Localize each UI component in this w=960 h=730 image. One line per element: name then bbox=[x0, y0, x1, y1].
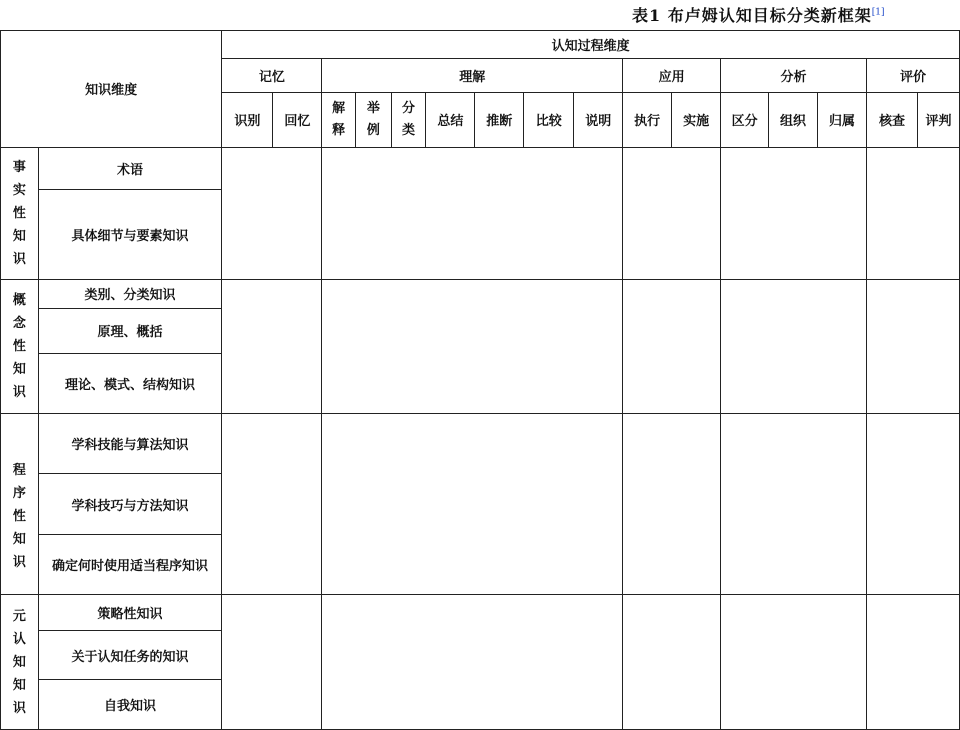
sub-compare bbox=[524, 93, 574, 147]
bloom-taxonomy-table bbox=[0, 30, 960, 730]
grid-cell bbox=[721, 414, 867, 595]
sub-label: 区分 bbox=[731, 114, 758, 130]
grid-cell bbox=[721, 147, 867, 280]
knowledge-subtype bbox=[38, 280, 222, 308]
grid-cell bbox=[222, 147, 322, 280]
sub-implement bbox=[672, 93, 721, 147]
subtype-label: 具体细节与要素知识 bbox=[71, 229, 189, 245]
sub-label: 回忆 bbox=[284, 114, 311, 130]
category-label: 分析 bbox=[780, 70, 807, 86]
grid-cell bbox=[623, 147, 721, 280]
knowledge-type-label: 事实性知识 bbox=[12, 160, 26, 268]
sub-interpret bbox=[322, 93, 356, 147]
grid-cell bbox=[866, 147, 959, 280]
knowledge-type-factual bbox=[1, 147, 39, 280]
process-dimension-header bbox=[222, 31, 960, 59]
sub-label: 核查 bbox=[878, 114, 905, 130]
grid-cell bbox=[721, 595, 867, 730]
knowledge-subtype bbox=[38, 189, 222, 280]
knowledge-type-procedural bbox=[1, 414, 39, 595]
grid-cell bbox=[322, 595, 623, 730]
knowledge-subtype bbox=[38, 534, 222, 594]
sub-organize bbox=[769, 93, 818, 147]
sub-classify bbox=[391, 93, 426, 147]
sub-exemplify bbox=[355, 93, 391, 147]
category-analyze bbox=[721, 59, 867, 93]
knowledge-type-label: 程序性知识 bbox=[12, 462, 26, 570]
category-apply bbox=[623, 59, 721, 93]
subtype-label: 术语 bbox=[117, 162, 144, 178]
knowledge-subtype bbox=[38, 595, 222, 631]
subtype-label: 自我知识 bbox=[104, 698, 157, 714]
sub-label: 总结 bbox=[437, 114, 464, 130]
sub-label: 举例 bbox=[366, 100, 380, 138]
knowledge-subtype bbox=[38, 679, 222, 729]
sub-label: 执行 bbox=[634, 114, 661, 130]
knowledge-type-metacognitive bbox=[1, 595, 39, 730]
category-label: 应用 bbox=[658, 70, 685, 86]
knowledge-subtype bbox=[38, 147, 222, 189]
grid-cell bbox=[623, 280, 721, 414]
category-label: 记忆 bbox=[258, 70, 285, 86]
knowledge-subtype bbox=[38, 308, 222, 353]
citation-link[interactable]: [1] bbox=[871, 7, 885, 18]
sub-label: 识别 bbox=[234, 114, 261, 130]
sub-execute bbox=[623, 93, 672, 147]
category-label: 理解 bbox=[459, 70, 486, 86]
sub-recall bbox=[273, 93, 322, 147]
knowledge-subtype bbox=[38, 474, 222, 534]
category-understand bbox=[322, 59, 623, 93]
sub-label: 组织 bbox=[780, 114, 807, 130]
subtype-label: 关于认知任务的知识 bbox=[71, 649, 189, 665]
subtype-label: 学科技巧与方法知识 bbox=[71, 498, 189, 514]
knowledge-subtype bbox=[38, 353, 222, 413]
sub-critique bbox=[917, 93, 959, 147]
knowledge-dimension-label: 知识维度 bbox=[85, 83, 138, 99]
grid-cell bbox=[623, 595, 721, 730]
grid-cell bbox=[866, 414, 959, 595]
subtype-label: 理论、模式、结构知识 bbox=[65, 377, 196, 393]
grid-cell bbox=[866, 595, 959, 730]
grid-cell bbox=[322, 280, 623, 414]
knowledge-type-label: 元认知知识 bbox=[12, 608, 26, 716]
grid-cell bbox=[222, 595, 322, 730]
sub-label: 评判 bbox=[925, 114, 952, 130]
subtype-label: 类别、分类知识 bbox=[84, 288, 176, 304]
sub-recognize bbox=[222, 93, 273, 147]
sub-explain bbox=[574, 93, 623, 147]
knowledge-type-conceptual bbox=[1, 280, 39, 414]
grid-cell bbox=[721, 280, 867, 414]
sub-label: 实施 bbox=[683, 114, 710, 130]
process-dimension-label: 认知过程维度 bbox=[551, 39, 630, 55]
subtype-label: 确定何时使用适当程序知识 bbox=[52, 559, 209, 574]
sub-label: 归属 bbox=[828, 114, 855, 130]
sub-label: 解释 bbox=[332, 100, 346, 138]
sub-check bbox=[866, 93, 917, 147]
sub-summarize bbox=[426, 93, 475, 147]
grid-cell bbox=[222, 280, 322, 414]
sub-label: 比较 bbox=[535, 114, 562, 130]
sub-label: 说明 bbox=[585, 114, 612, 130]
sub-label: 推断 bbox=[486, 114, 513, 130]
table-title-text: 表1 布卢姆认知目标分类新框架 bbox=[632, 6, 872, 25]
sub-attribute bbox=[818, 93, 867, 147]
category-label: 评价 bbox=[899, 70, 926, 86]
knowledge-subtype bbox=[38, 631, 222, 679]
knowledge-subtype bbox=[38, 414, 222, 474]
grid-cell bbox=[322, 414, 623, 595]
grid-cell bbox=[623, 414, 721, 595]
table-title bbox=[632, 3, 960, 27]
grid-cell bbox=[222, 414, 322, 595]
subtype-label: 策略性知识 bbox=[97, 607, 163, 623]
grid-cell bbox=[866, 280, 959, 414]
sub-differentiate bbox=[721, 93, 769, 147]
grid-cell bbox=[322, 147, 623, 280]
category-remember bbox=[222, 59, 322, 93]
subtype-label: 原理、概括 bbox=[97, 325, 163, 341]
sub-label: 分类 bbox=[402, 100, 416, 138]
knowledge-type-label: 概念性知识 bbox=[12, 293, 26, 401]
knowledge-dimension-header bbox=[1, 31, 222, 148]
category-evaluate bbox=[866, 59, 959, 93]
sub-infer bbox=[475, 93, 524, 147]
subtype-label: 学科技能与算法知识 bbox=[71, 438, 189, 454]
